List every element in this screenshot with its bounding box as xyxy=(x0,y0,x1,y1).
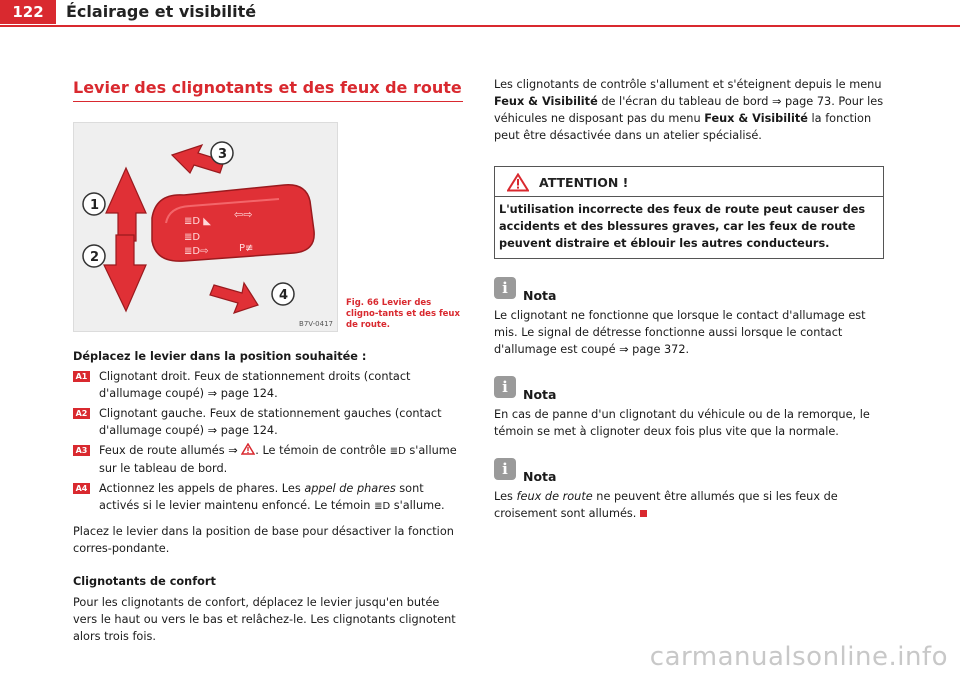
marker-1: 1 xyxy=(90,198,100,213)
svg-text:≣D: ≣D xyxy=(184,232,201,243)
right-intro-a: Les clignotants de contrôle s'allument et s'éteignent depuis le menu xyxy=(494,78,882,91)
note-block xyxy=(494,277,884,358)
info-icon: i xyxy=(494,277,516,299)
header-title: Éclairage et visibilité xyxy=(66,2,257,21)
info-icon: i xyxy=(494,376,516,398)
list-item xyxy=(73,368,463,402)
position-list xyxy=(73,368,463,515)
note-text: En cas de panne d'un clignotant du véhicule ou de la remorque, le témoin se met à clignoter deux fois plus vite que la normale. xyxy=(494,408,870,438)
item-text-c: s'allume. xyxy=(393,499,445,512)
note-title: Nota xyxy=(523,387,557,402)
note-block xyxy=(494,376,884,440)
item-text-b: . Le témoin de contrôle xyxy=(255,444,387,457)
item-badge: A4 xyxy=(73,483,90,494)
high-beam-icon: ≣D xyxy=(374,501,391,512)
note-text-em: feux de route xyxy=(516,490,593,503)
item-badge: A2 xyxy=(73,408,90,419)
note-block xyxy=(494,458,884,522)
note-text: Le clignotant ne fonctionne que lorsque le contact d'allumage est mis. Le signal de détresse fonctionne aussi lorsque le contact d'allumage est coupé ⇒ page 372. xyxy=(494,309,866,356)
note-title: Nota xyxy=(523,469,557,484)
figure-caption: Fig. 66 Levier des cligno-tants et des feux de route. xyxy=(346,298,460,330)
item-text-c: s'allume sur le tableau de bord. xyxy=(99,444,457,475)
item-text xyxy=(99,442,463,477)
item-text-a: Feux de route allumés ⇒ xyxy=(99,444,238,457)
figure-illustration xyxy=(73,122,338,332)
svg-text:≣D ◣: ≣D ◣ xyxy=(184,216,211,227)
lever-illustration xyxy=(74,123,337,331)
info-icon: i xyxy=(494,458,516,480)
intro-line: Déplacez le levier dans la position souhaitée : xyxy=(73,350,367,363)
menu-name: Feux & Visibilité xyxy=(704,112,808,125)
warning-box xyxy=(494,166,884,259)
note-text xyxy=(494,488,884,522)
warning-triangle-icon xyxy=(507,173,529,192)
item-text xyxy=(99,480,463,515)
menu-name: Feux & Visibilité xyxy=(494,95,598,108)
watermark: carmanualsonline.info xyxy=(649,642,948,672)
item-text-em: appel de phares xyxy=(304,482,396,495)
svg-text:⇦⇨: ⇦⇨ xyxy=(234,208,253,221)
warning-triangle-icon xyxy=(241,443,255,455)
right-intro-c: de l'écran du tableau de bord ⇒ page 73. Pour les véhicules ne disposant pas du menu xyxy=(494,95,884,125)
item-text: Clignotant droit. Feux de stationnement droits (contact d'allumage coupé) ⇒ page 124. xyxy=(99,370,411,400)
left-column xyxy=(73,78,463,645)
note-text-a: Les xyxy=(494,490,513,503)
item-text-a: Actionnez les appels de phares. Les xyxy=(99,482,301,495)
right-column xyxy=(494,76,884,522)
item-badge: A1 xyxy=(73,371,90,382)
comfort-title: Clignotants de confort xyxy=(73,575,216,588)
right-intro-e: la fonction peut être désactivée dans un atelier spécialisé. xyxy=(494,112,872,142)
svg-text:≣D⇨: ≣D⇨ xyxy=(184,246,209,257)
warning-text: L'utilisation incorrecte des feux de route peut causer des accidents et des blessures graves, car les feux de route peuvent distraire et éblouir les autres conducteurs. xyxy=(499,203,866,250)
marker-4: 4 xyxy=(279,288,289,303)
section-title: Levier des clignotants et des feux de route xyxy=(73,78,463,102)
list-item xyxy=(73,442,463,477)
item-badge: A3 xyxy=(73,445,90,456)
note-title: Nota xyxy=(523,288,557,303)
high-beam-icon: ≣D xyxy=(389,446,406,457)
svg-text:P≢: P≢ xyxy=(239,243,254,254)
end-of-section-marker xyxy=(640,510,647,517)
figure-code: B7V-0417 xyxy=(299,320,333,328)
right-intro xyxy=(494,76,884,144)
figure-row xyxy=(73,122,463,332)
note-text-b: ne peuvent être allumés que si les feux de croisement sont allumés. xyxy=(494,490,838,520)
page-number: 122 xyxy=(0,0,56,24)
marker-2: 2 xyxy=(90,250,100,265)
list-item xyxy=(73,405,463,439)
warning-header xyxy=(495,167,883,197)
warning-title: ATTENTION ! xyxy=(539,175,629,190)
header-rule xyxy=(0,25,960,27)
list-item xyxy=(73,480,463,515)
marker-3: 3 xyxy=(218,147,228,162)
item-text-b: sont activés si le levier maintenu enfoncé. Le témoin xyxy=(99,482,424,512)
base-position-text: Placez le levier dans la position de base pour désactiver la fonction corres-pondante. xyxy=(73,525,454,555)
item-text: Clignotant gauche. Feux de stationnement gauches (contact d'allumage coupé) ⇒ page 124. xyxy=(99,407,442,437)
comfort-text: Pour les clignotants de confort, déplacez le levier jusqu'en butée vers le haut ou vers le bas et relâchez-le. Les clignotants clignotent alors trois fois. xyxy=(73,596,456,643)
